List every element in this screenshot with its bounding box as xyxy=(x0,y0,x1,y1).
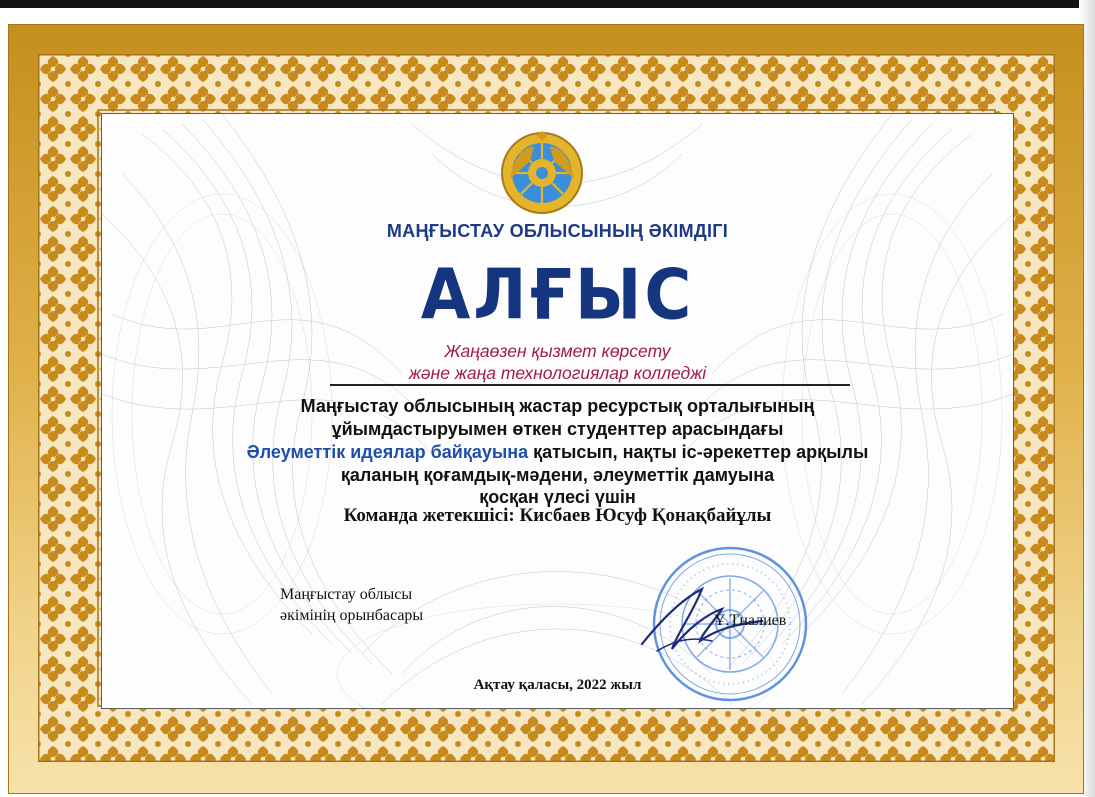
certificate-paper xyxy=(101,113,1014,709)
certificate-content xyxy=(102,114,1013,708)
body-line-3 xyxy=(102,442,1013,463)
recipient-line-1: Жаңаөзен қызмет көрсету xyxy=(444,341,671,361)
authority-title: МАҢҒЫСТАУ ОБЛЫСЫНЫҢ ӘКІМДІГІ xyxy=(386,221,729,241)
signatory-position-line-2: әкімінің орынбасары xyxy=(280,607,424,624)
signatory-position-line-1: Маңғыстау облысы xyxy=(280,586,413,603)
team-leader: Команда жетекшісі: Кисбаев Юсуф Қонақбайұлы xyxy=(343,505,772,526)
body-line-1: Маңғыстау облысының жастар ресурстық орталығының xyxy=(300,396,815,416)
divider-line xyxy=(330,384,850,386)
state-emblem-icon xyxy=(500,131,584,215)
certificate-title: АЛҒЫС xyxy=(420,256,695,336)
recipient-line-2: және жаңа технологиялар колледжі xyxy=(408,363,707,383)
scan-edge-top xyxy=(0,0,1095,8)
body-line-3-rest: қатысып, нақты іс-әрекеттер арқылы xyxy=(528,442,869,462)
contest-name: Әлеуметтік идеялар байқауына xyxy=(246,442,529,462)
place-and-date: Ақтау қаласы, 2022 жыл xyxy=(473,677,642,693)
signatory-name: Ұ.Тналиев xyxy=(714,612,787,629)
body-line-4: қаланың қоғамдық-мәдени, әлеуметтік дамуына xyxy=(340,465,775,485)
body-line-2: ұйымдастыруымен өткен студенттер арасындағы xyxy=(331,419,784,439)
body-line-5: қосқан үлесі үшін xyxy=(479,487,636,507)
